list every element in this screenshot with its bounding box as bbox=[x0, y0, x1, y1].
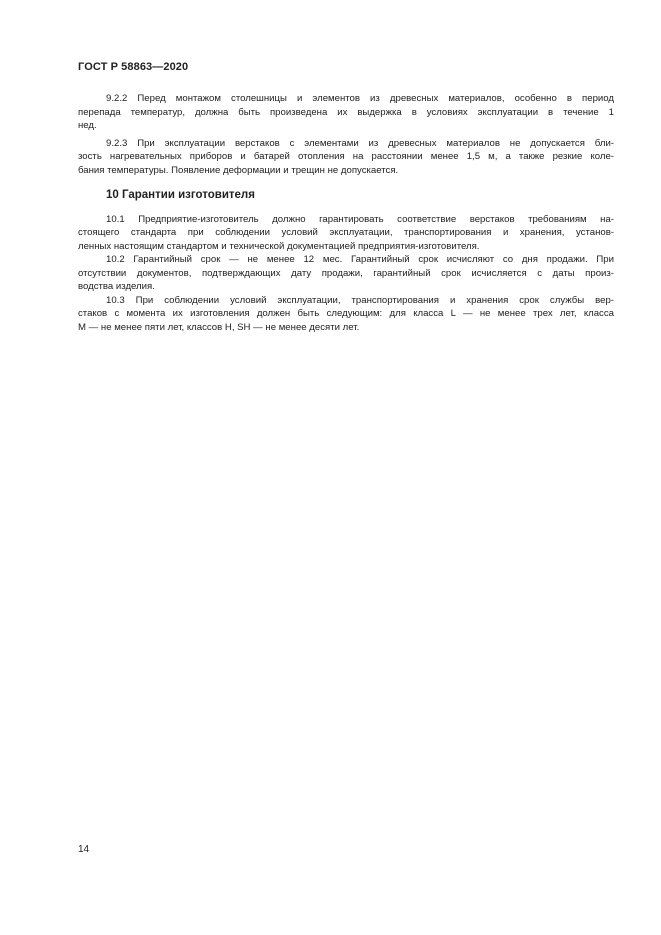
paragraph-line: стаков с момента их изготовления должен быть следующим: для класса L — не менее трех лет, класса bbox=[78, 308, 614, 319]
paragraph-line: нед. bbox=[78, 120, 97, 131]
paragraph-line: водства изделия. bbox=[78, 281, 155, 292]
paragraph-line: 10.3 При соблюдении условий эксплуатации, транспортирования и хранения срок службы вер- bbox=[106, 294, 614, 306]
paragraph-line: зость нагревательных приборов и батарей отопления на расстоянии менее 1,5 м, а также резкие коле- bbox=[78, 151, 614, 162]
document-header: ГОСТ Р 58863—2020 bbox=[78, 61, 189, 73]
paragraph-line: ленных настоящим стандартом и технической документацией предприятия-изготовителя. bbox=[78, 240, 480, 252]
paragraph-10-3 bbox=[78, 294, 614, 335]
paragraph-line: стоящего стандарта при соблюдении условий эксплуатации, транспортирования и хранения, установ- bbox=[78, 227, 614, 238]
paragraph-line: 10.2 Гарантийный срок — не менее 12 мес. Гарантийный срок исчисляют со дня продажи. При bbox=[106, 254, 614, 265]
paragraph-line: 9.2.3 При эксплуатации верстаков с элементами из древесных материалов не допускается бли- bbox=[106, 137, 614, 149]
paragraph-line: M — не менее пяти лет, классов H, SH — не менее десяти лет. bbox=[78, 321, 360, 333]
paragraph-line: 10.1 Предприятие-изготовитель должно гарантировать соответствие верстаков требованиям на- bbox=[106, 213, 614, 225]
paragraph-line: бания температуры. Появление деформации и трещин не допускается. bbox=[78, 164, 399, 176]
page-number: 14 bbox=[78, 844, 90, 855]
paragraph-line: 9.2.2 Перед монтажом столешницы и элементов из древесных материалов, особенно в период bbox=[106, 93, 614, 104]
paragraph-line: перепада температур, должна быть произведена их выдержка в условиях эксплуатации в течение 1 bbox=[78, 106, 614, 118]
section-title: 10 Гарантии изготовителя bbox=[106, 189, 255, 201]
paragraph-9-2-2 bbox=[78, 92, 614, 133]
page-content bbox=[78, 92, 614, 334]
paragraph-line: отсутствии документов, подтверждающих дату продажи, гарантийный срок исчисляется с даты произ- bbox=[78, 267, 614, 279]
paragraph-10-2 bbox=[78, 253, 614, 294]
paragraph-9-2-3 bbox=[78, 137, 614, 178]
paragraph-10-1 bbox=[78, 213, 614, 254]
